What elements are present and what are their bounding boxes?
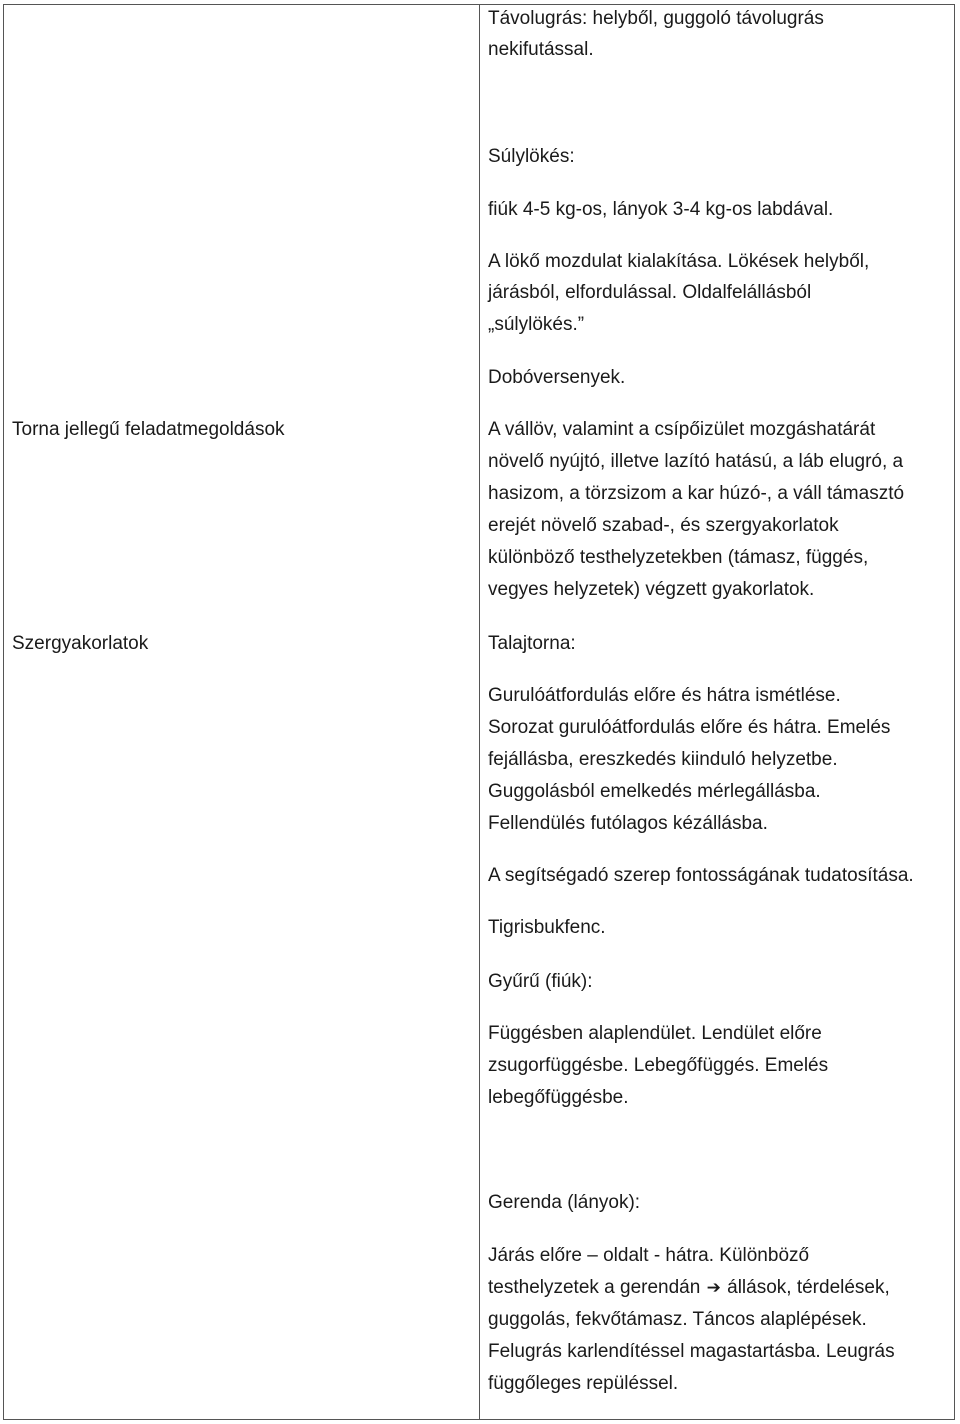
gerenda-line-3: guggolás, fekvőtámasz. Táncos alaplépések. (488, 1309, 867, 1330)
gyuru-title: Gyűrű (fiúk): (488, 971, 593, 992)
vallov-line-2: növelő nyújtó, illetve lazító hatású, a láb elugró, a (488, 451, 904, 472)
gerenda-line-2 (488, 1272, 890, 1304)
talajtorna-line-4: Guggolásból emelkedés mérlegállásba. (488, 781, 821, 802)
row-label-torna: Torna jellegű feladatmegoldások (12, 419, 285, 440)
talajtorna-line-1: Gurulóátfordulás előre és hátra ismétlése. (488, 685, 841, 706)
vallov-line-4: erejét növelő szabad-, és szergyakorlatok (488, 515, 839, 536)
vallov-line-1: A vállöv, valamint a csípőizület mozgáshatárát (488, 419, 876, 440)
sulylokes-weights: fiúk 4-5 kg-os, lányok 3-4 kg-os labdával. (488, 199, 834, 220)
sulylokes-desc-1: A lökő mozdulat kialakítása. Lökések helyből, (488, 251, 870, 272)
column-divider (479, 4, 480, 1420)
sulylokes-title: Súlylökés: (488, 146, 575, 167)
talajtorna-line-5: Fellendülés futólagos kézállásba. (488, 813, 768, 834)
gerenda-line-1: Járás előre – oldalt - hátra. Különböző (488, 1245, 810, 1266)
gerenda-title: Gerenda (lányok): (488, 1192, 641, 1213)
tavolugras-line-2: nekifutással. (488, 39, 594, 60)
sulylokes-desc-2: járásból, elfordulással. Oldalfelállásból (488, 282, 812, 303)
tavolugras-line-1: Távolugrás: helyből, guggoló távolugrás (488, 8, 824, 29)
talajtorna-title: Talajtorna: (488, 633, 576, 654)
gyuru-line-2: zsugorfüggésbe. Lebegőfüggés. Emelés (488, 1055, 829, 1076)
vallov-line-6: vegyes helyzetek) végzett gyakorlatok. (488, 579, 815, 600)
gerenda-line-5: függőleges repüléssel. (488, 1373, 679, 1394)
gerenda-line-2-start: testhelyzetek a gerendán (488, 1277, 701, 1298)
right-arrow-icon: ➔ (706, 1278, 721, 1297)
gerenda-line-4: Felugrás karlendítéssel magastartásba. Leugrás (488, 1341, 895, 1362)
gerenda-line-2-end: állások, térdelések, (727, 1277, 890, 1298)
gyuru-line-3: lebegőfüggésbe. (488, 1087, 629, 1108)
segitseg-text: A segítségadó szerep fontosságának tudatosítása. (488, 865, 914, 886)
vallov-line-5: különböző testhelyzetekben (támasz, függés, (488, 547, 869, 568)
vallov-line-3: hasizom, a törzsizom a kar húzó-, a váll támasztó (488, 483, 905, 504)
talajtorna-line-3: fejállásba, ereszkedés kiinduló helyzetbe. (488, 749, 838, 770)
tigris-text: Tigrisbukfenc. (488, 917, 606, 938)
dobo-text: Dobóversenyek. (488, 367, 626, 388)
row-label-szergyakorlatok: Szergyakorlatok (12, 633, 149, 654)
gyuru-line-1: Függésben alaplendület. Lendület előre (488, 1023, 822, 1044)
sulylokes-desc-3: „súlylökés.” (488, 314, 585, 335)
talajtorna-line-2: Sorozat gurulóátfordulás előre és hátra. Emelés (488, 717, 891, 738)
